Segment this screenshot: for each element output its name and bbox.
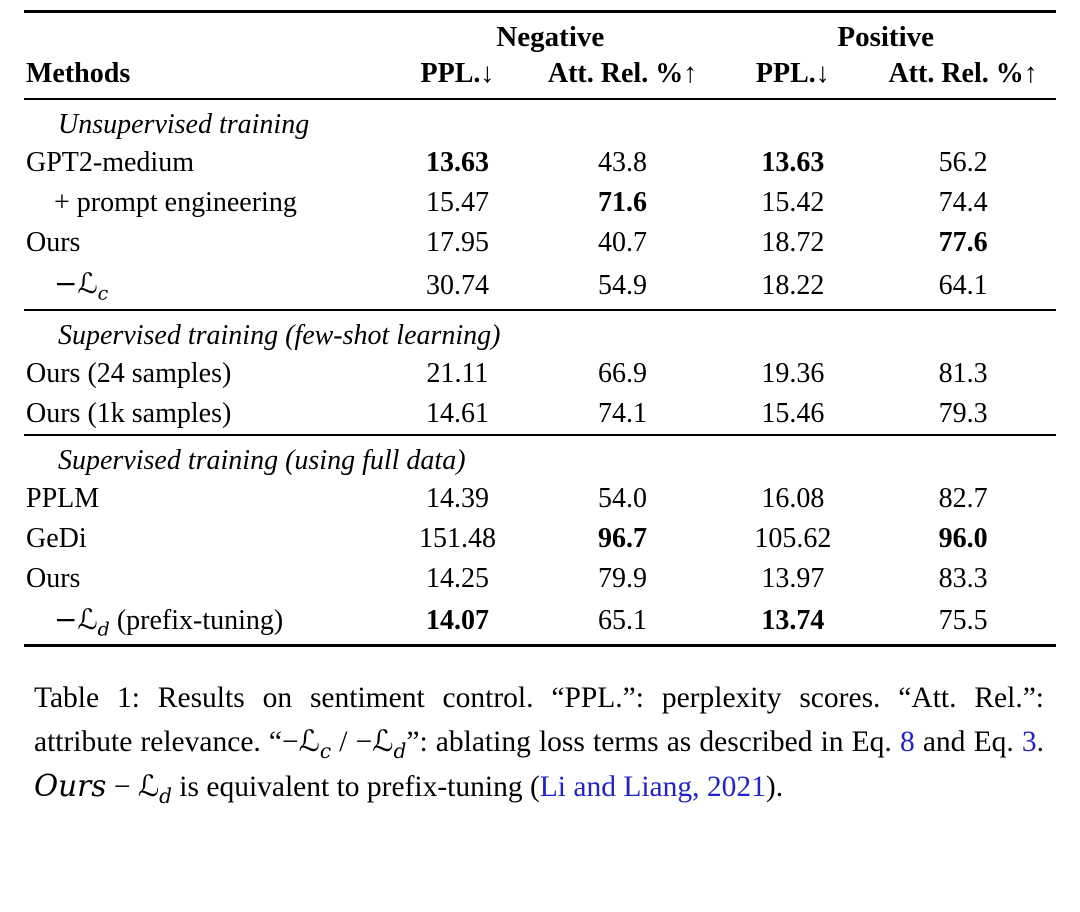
table-section — [24, 99, 1056, 310]
value-cell: 82.7 — [938, 482, 988, 514]
caption-text: Ours — [34, 769, 107, 804]
section-title: Supervised training (using full data) — [58, 444, 466, 476]
value-cell: 21.11 — [426, 357, 489, 389]
value-cell: 151.48 — [418, 522, 496, 554]
caption-text: d — [393, 738, 407, 763]
value-cell: 79.9 — [598, 562, 648, 594]
value-cell: 13.97 — [761, 562, 825, 594]
value-cell: 30.74 — [425, 269, 489, 301]
value-cell: 71.6 — [598, 187, 648, 218]
caption-text: ”: ablating loss terms as described in Eq. — [406, 725, 900, 758]
table-row — [24, 263, 1056, 310]
value-cell: 14.39 — [425, 482, 489, 514]
value-cell: 105.62 — [754, 522, 832, 554]
table-header — [24, 12, 1056, 100]
section-title-row — [24, 435, 1056, 479]
value-cell: 83.3 — [938, 562, 988, 594]
caption-link[interactable]: 8 — [899, 725, 915, 758]
value-cell: 56.2 — [938, 147, 988, 178]
group-header-row — [24, 12, 1056, 55]
method-cell: GPT2-medium — [26, 147, 194, 178]
table-row — [24, 354, 1056, 394]
caption-text: ℒ — [298, 723, 320, 758]
value-cell: 14.25 — [425, 562, 489, 594]
value-cell: 79.3 — [938, 397, 988, 429]
table-caption — [34, 677, 1044, 811]
value-cell: 77.6 — [938, 227, 988, 258]
caption-text: is equivalent to prefix-tuning ( — [171, 771, 540, 804]
value-cell: 14.61 — [425, 397, 489, 429]
column-header-row — [24, 54, 1056, 99]
empty-corner-cell — [24, 12, 385, 55]
value-cell: 15.47 — [425, 187, 489, 218]
col-header-attrel-positive: Att. Rel. %↑ — [888, 58, 1038, 89]
value-cell: 18.22 — [761, 269, 825, 301]
value-cell: 13.63 — [425, 147, 489, 178]
value-cell: 66.9 — [598, 357, 648, 389]
caption-text: and Eq. — [914, 725, 1022, 758]
value-cell: 13.63 — [761, 147, 825, 178]
group-header-negative: Negative — [496, 21, 605, 53]
value-cell: 96.7 — [598, 522, 648, 554]
math-subscript: d — [97, 618, 110, 641]
value-cell: 74.4 — [938, 187, 988, 218]
method-cell — [24, 263, 385, 310]
value-cell: 15.42 — [761, 187, 825, 218]
value-cell: 65.1 — [598, 605, 648, 637]
value-cell: 16.08 — [761, 482, 825, 514]
results-table — [24, 10, 1056, 647]
method-cell: Ours (24 samples) — [26, 357, 232, 389]
col-header-ppl-positive: PPL.↓ — [755, 58, 830, 89]
table-row — [24, 599, 1056, 646]
value-cell: 75.5 — [938, 605, 988, 637]
value-cell: 64.1 — [938, 269, 988, 301]
value-cell: 13.74 — [761, 605, 825, 637]
method-cell: + prompt engineering — [54, 187, 297, 218]
col-header-ppl-negative: PPL.↓ — [420, 58, 495, 89]
method-cell: −ℒ$_d$ (prefix-tuning) — [54, 602, 284, 641]
method-cell: Ours — [26, 562, 81, 594]
group-header-positive: Positive — [837, 21, 935, 53]
caption-text: Table 1: Results on sentiment control. “PPL.”: perplexity scores. “Att. Rel.”: attribute relevance. “− — [34, 682, 1044, 758]
value-cell: 40.7 — [598, 227, 648, 258]
methods-column-header: Methods — [26, 58, 131, 89]
value-cell: 54.0 — [598, 482, 648, 514]
math-symbol: −ℒ — [54, 267, 98, 300]
table-row — [24, 559, 1056, 599]
value-cell: 17.95 — [425, 227, 489, 258]
caption-link[interactable]: Li and Liang, 2021 — [539, 771, 766, 804]
math-symbol: −ℒ — [54, 602, 98, 636]
caption-link[interactable]: 3 — [1021, 725, 1037, 758]
section-title-row — [24, 99, 1056, 143]
caption-text: ). — [765, 771, 784, 804]
math-subscript: c — [97, 282, 109, 305]
value-cell: 74.1 — [598, 397, 648, 429]
caption-text: d — [159, 784, 172, 809]
table-row — [24, 479, 1056, 519]
table-row — [24, 519, 1056, 559]
table-row — [24, 143, 1056, 183]
value-cell: 96.0 — [938, 522, 988, 554]
value-cell: 81.3 — [938, 357, 988, 389]
table-row — [24, 183, 1056, 223]
value-cell: 54.9 — [598, 269, 648, 301]
caption-text: . — [1036, 725, 1044, 758]
table-section — [24, 310, 1056, 435]
method-cell: Ours (1k samples) — [26, 397, 232, 429]
value-cell: 14.07 — [425, 605, 489, 637]
caption-text: ℒ — [137, 769, 160, 804]
caption-text: − — [106, 771, 138, 804]
col-header-attrel-negative: Att. Rel. %↑ — [547, 58, 698, 89]
caption-text: c — [319, 738, 332, 763]
section-title-row — [24, 310, 1056, 354]
value-cell: 19.36 — [761, 357, 825, 389]
caption-text: / − — [331, 725, 373, 758]
value-cell: 18.72 — [761, 227, 825, 258]
table-section — [24, 435, 1056, 646]
section-title: Supervised training (few-shot learning) — [58, 319, 501, 351]
method-cell: Ours — [26, 227, 81, 258]
value-cell: 15.46 — [761, 397, 825, 429]
caption-text: ℒ — [372, 723, 394, 758]
table-row — [24, 223, 1056, 263]
value-cell: 43.8 — [598, 147, 648, 178]
method-cell: PPLM — [26, 482, 100, 514]
method-cell: GeDi — [26, 522, 87, 554]
section-title: Unsupervised training — [58, 109, 310, 140]
table-row — [24, 394, 1056, 435]
